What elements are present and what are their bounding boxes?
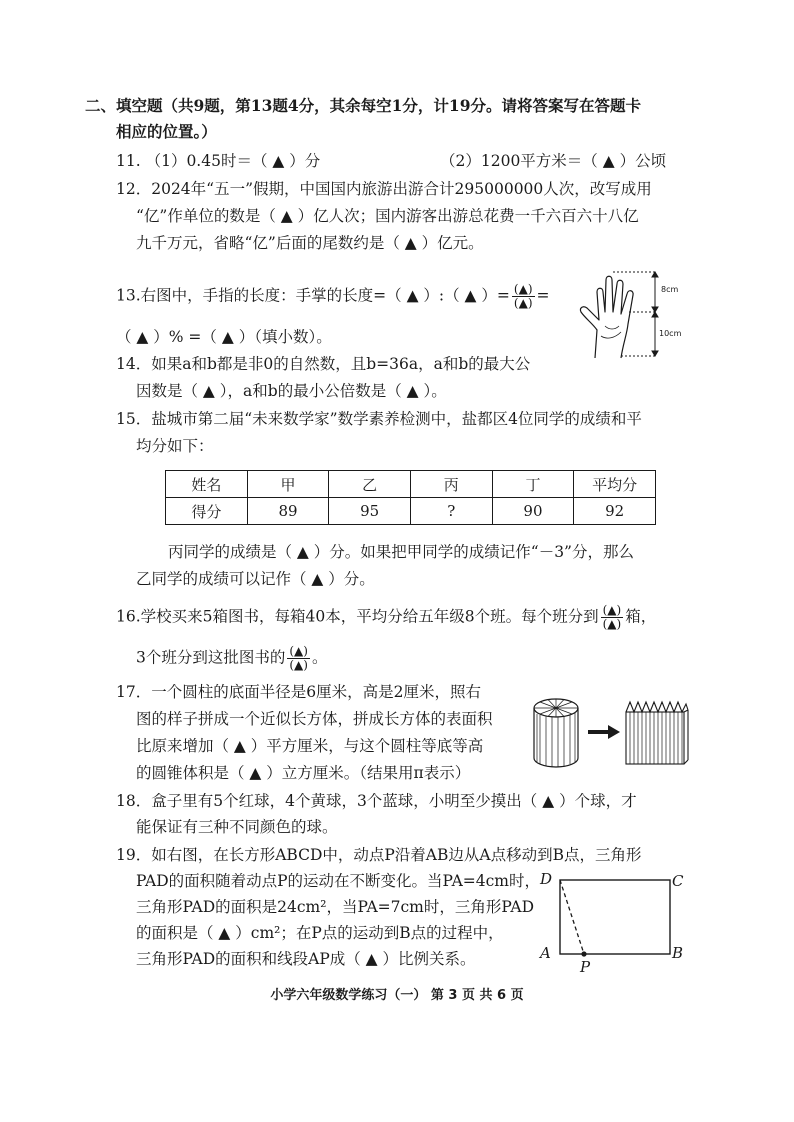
label-a: A bbox=[540, 944, 551, 962]
hand-figure bbox=[575, 268, 695, 360]
table-header-row bbox=[166, 471, 656, 498]
q16-frac2-num: (▲) bbox=[289, 644, 308, 658]
q17-line3: 比原来增加（ ▲ ）平方厘米，与这个圆柱等底等高 bbox=[136, 737, 484, 755]
section-heading-line2: 相应的位置。） bbox=[116, 122, 217, 141]
hand-label-top: 8cm bbox=[661, 285, 679, 294]
table-cell: 92 bbox=[574, 498, 656, 525]
score-table bbox=[165, 470, 656, 525]
q12-line3: 九千万元，省略“亿”后面的尾数约是（ ▲ ）亿元。 bbox=[136, 234, 484, 252]
rectangle-figure bbox=[536, 866, 692, 976]
q17-line1: 17．一个圆柱的底面半径是6厘米，高是2厘米，照右 bbox=[116, 683, 481, 701]
q13-frac-den: (▲) bbox=[513, 296, 533, 310]
cylinder-figure bbox=[532, 694, 692, 772]
q15-after1: 丙同学的成绩是（ ▲ ）分。如果把甲同学的成绩记作“－3”分，那么 bbox=[168, 543, 634, 561]
table-cell: 得分 bbox=[166, 498, 248, 525]
q16-text2: 3个班分到这批图书的 bbox=[136, 648, 286, 667]
q13-fraction bbox=[512, 283, 535, 310]
label-b: B bbox=[672, 944, 684, 962]
q19-line4: 的面积是（ ▲ ）cm²；在P点的运动到B点的过程中， bbox=[136, 924, 504, 942]
q15-line2: 均分如下： bbox=[136, 437, 214, 455]
table-cell: 95 bbox=[329, 498, 411, 525]
q13-line2: （ ▲ ）% =（ ▲ ）（填小数）。 bbox=[116, 328, 332, 346]
table-header-cell: 姓名 bbox=[166, 471, 248, 498]
q16-unit: 箱， bbox=[625, 607, 657, 626]
q16-fraction1 bbox=[601, 604, 624, 631]
q16-line1 bbox=[116, 604, 656, 631]
q12-line2: “亿”作单位的数是（ ▲ ）亿人次；国内游客出游总花费一千六百六十八亿 bbox=[136, 207, 639, 225]
q18-line2: 能保证有三种不同颜色的球。 bbox=[136, 818, 338, 836]
label-p: P bbox=[580, 958, 591, 976]
q18-line1: 18．盒子里有5个红球，4个黄球，3个蓝球，小明至少摸出（ ▲ ）个球，才 bbox=[116, 792, 637, 810]
table-header-cell: 平均分 bbox=[574, 471, 656, 498]
q17-line2: 图的样子拼成一个近似长方体，拼成长方体的表面积 bbox=[136, 710, 493, 728]
hand-label-bottom: 10cm bbox=[659, 329, 682, 338]
table-header-cell: 丙 bbox=[410, 471, 492, 498]
table-header-cell: 丁 bbox=[492, 471, 574, 498]
q13-ratio-text: 13.右图中，手指的长度：手掌的长度=（ ▲ ）:（ ▲ ）= bbox=[116, 286, 510, 305]
table-header-cell: 乙 bbox=[329, 471, 411, 498]
q13-eq: = bbox=[536, 286, 550, 305]
label-c: C bbox=[672, 872, 684, 890]
q19-line2: PAD的面积随着动点P的运动在不断变化。当PA=4cm时， bbox=[136, 872, 540, 890]
section-heading-line1: 二、填空题（共9题，第13题4分，其余每空1分，计19分。请将答案写在答题卡 bbox=[85, 96, 641, 115]
q14-line2: 因数是（ ▲ ），a和b的最小公倍数是（ ▲ ）。 bbox=[136, 382, 447, 400]
q16-text: 16.学校买来5箱图书，每箱40本，平均分给五年级8个班。每个班分到 bbox=[116, 607, 599, 626]
q16-frac2-den: (▲) bbox=[289, 658, 308, 672]
q13-line1 bbox=[116, 283, 550, 310]
q15-after2: 乙同学的成绩可以记作（ ▲ ）分。 bbox=[136, 570, 375, 588]
q17-line4: 的圆锥体积是（ ▲ ）立方厘米。（结果用π表示） bbox=[136, 764, 471, 782]
q15-line1: 15．盐城市第二届“未来数学家”数学素养检测中，盐都区4位同学的成绩和平 bbox=[116, 410, 642, 428]
q13-frac-num: (▲) bbox=[513, 282, 533, 296]
q19-line1: 19．如右图，在长方形ABCD中，动点P沿着AB边从A点移动到B点，三角形 bbox=[116, 846, 642, 864]
q16-line2 bbox=[136, 645, 327, 672]
q19-line5: 三角形PAD的面积和线段AP成（ ▲ ）比例关系。 bbox=[136, 950, 476, 968]
q16-fraction2 bbox=[287, 645, 310, 672]
q16-frac1-num: (▲) bbox=[602, 603, 622, 617]
q11-part1: 11. （1）0.45时＝（ ▲ ）分 bbox=[116, 152, 321, 170]
q12-line1: 12．2024年“五一”假期，中国国内旅游出游合计295000000人次，改写成用 bbox=[116, 180, 652, 198]
page-footer: 小学六年级数学练习（一） 第 3 页 共 6 页 bbox=[270, 988, 524, 1003]
table-row bbox=[166, 498, 656, 525]
table-header-cell: 甲 bbox=[247, 471, 329, 498]
q11-part2: （2）1200平方米＝（ ▲ ）公顷 bbox=[440, 152, 667, 170]
q14-line1: 14．如果a和b都是非0的自然数，且b=36a，a和b的最大公 bbox=[116, 355, 531, 373]
q16-frac1-den: (▲) bbox=[602, 617, 622, 631]
q16-end: 。 bbox=[311, 648, 328, 667]
table-cell: ? bbox=[410, 498, 492, 525]
label-d: D bbox=[540, 870, 553, 888]
table-cell: 90 bbox=[492, 498, 574, 525]
q19-line3: 三角形PAD的面积是24cm²，当PA=7cm时，三角形PAD bbox=[136, 898, 534, 916]
table-cell: 89 bbox=[247, 498, 329, 525]
